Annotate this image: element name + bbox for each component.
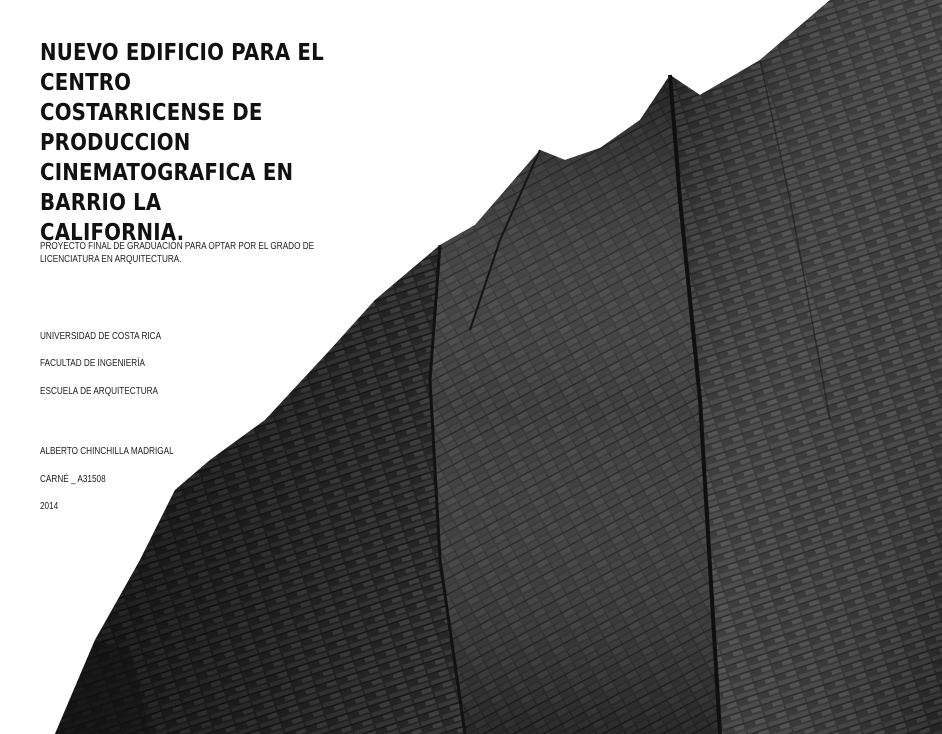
university-name: UNIVERSIDAD DE COSTA RICA [40,331,162,342]
faculty-name: FACULTAD DE INGENIERÍA [40,358,145,369]
school-name: ESCUELA DE ARQUITECTURA [40,386,159,397]
document-year: 2014 [40,501,59,512]
student-id: CARNÉ _ A31508 [40,474,106,485]
author-name: ALBERTO CHINCHILLA MADRIGAL [40,446,174,457]
document-subtitle: PROYECTO FINAL DE GRADUACIÓN PARA OPTAR POR EL GRADO DE LICENCIATURA EN ARQUITECTURA. [40,241,315,265]
document-title: NUEVO EDIFICIO PARA EL CENTRO COSTARRICENSE DE PRODUCCION CINEMATOGRAFICA EN BARRIO LA CALIFORNIA. [40,40,324,246]
